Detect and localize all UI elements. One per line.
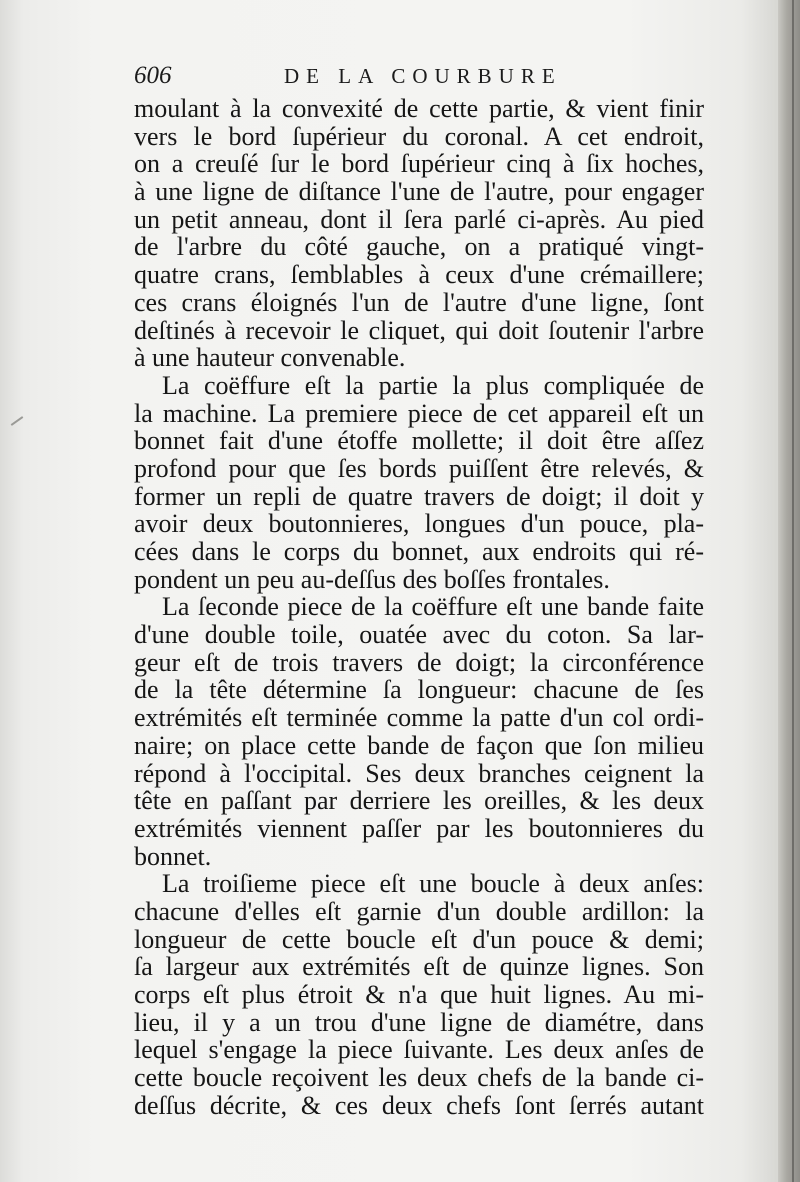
binding-edge: [792, 0, 794, 1182]
text-line: la machine. La premiere piece de cet appareil eſt un: [134, 398, 704, 428]
text-line: ſa largeur aux extrémités eſt de quinze lignes. Son: [134, 952, 704, 982]
running-head: [134, 62, 704, 96]
text-line: ces crans éloignés l'un de l'autre d'une ligne, ſont: [134, 287, 704, 317]
text-line: chacune d'elles eſt garnie d'un double ardillon: la: [134, 896, 704, 926]
text-line: d'une double toile, ouatée avec du coton. Sa lar-: [134, 620, 704, 650]
text-line: à une ligne de diſtance l'une de l'autre, pour engager: [134, 177, 704, 207]
page-number: 606: [134, 62, 172, 89]
text-line: deſſus décrite, & ces deux chefs ſont ſerrés autant: [134, 1090, 704, 1120]
text-line: extrémités viennent paſſer par les boutonnieres du: [134, 813, 704, 843]
text-line: moulant à la convexité de cette partie, & vient finir: [134, 94, 704, 123]
text-line: naire; on place cette bande de façon que ſon milieu: [134, 730, 704, 760]
text-line: lequel s'engage la piece ſuivante. Les deux anſes de: [134, 1035, 704, 1065]
text-line: La coëffure eſt la partie la plus compliquée de: [162, 370, 704, 400]
text-line: former un repli de quatre travers de doigt; il doit y: [134, 481, 704, 511]
text-line: cées dans le corps du bonnet, aux endroits qui ré-: [134, 537, 704, 566]
running-title: DE LA COURBURE: [284, 64, 562, 88]
text-line: bonnet.: [134, 841, 212, 871]
text-line: La troiſieme piece eſt une boucle à deux anſes:: [162, 869, 704, 899]
page-gutter-shadow: [778, 0, 800, 1182]
text-line: de la tête détermine ſa longueur: chacune de ſes: [134, 675, 704, 705]
text-line: La ſeconde piece de la coëffure eſt une bande faite: [162, 592, 704, 622]
text-line: avoir deux boutonnieres, longues d'un pouce, pla-: [134, 509, 704, 539]
text-line: tête en paſſant par derriere les oreilles, & les deux: [134, 786, 704, 816]
text-line: bonnet fait d'une étoffe mollette; il doit être aſſez: [134, 426, 704, 456]
text-line: un petit anneau, dont il ſera parlé ci-après. Au pied: [134, 204, 704, 234]
text-line: on a creuſé ſur le bord ſupérieur cinq à ſix hoches,: [134, 149, 704, 179]
text-line: vers le bord ſupérieur du coronal. A cet endroit,: [134, 121, 704, 151]
text-line: de l'arbre du côté gauche, on a pratiqué vingt-: [134, 232, 704, 262]
body-text: [134, 95, 704, 1119]
text-line: longueur de cette boucle eſt d'un pouce & demi;: [134, 924, 704, 954]
text-line: lieu, il y a un trou d'une ligne de diamétre, dans: [134, 1007, 704, 1037]
text-line: pondent un peu au-deſſus des boſſes frontales.: [134, 564, 610, 594]
text-line: corps eſt plus étroit & n'a que huit lignes. Au mi-: [134, 980, 704, 1009]
text-line: répond à l'occipital. Ses deux branches ceignent la: [134, 758, 704, 788]
text-line: quatre crans, ſemblables à ceux d'une crémaillere;: [134, 260, 704, 290]
text-line: cette boucle reçoivent les deux chefs de la bande ci-: [134, 1063, 704, 1093]
text-line: extrémités eſt terminée comme la patte d'un col ordi-: [134, 703, 704, 733]
margin-mark: [11, 416, 24, 426]
text-line: à une hauteur convenable.: [134, 343, 406, 373]
text-line: geur eſt de trois travers de doigt; la circonférence: [134, 647, 704, 677]
text-line: deſtinés à recevoir le cliquet, qui doit ſoutenir l'arbre: [134, 315, 704, 345]
text-line: profond pour que ſes bords puiſſent être relevés, &: [134, 453, 704, 483]
